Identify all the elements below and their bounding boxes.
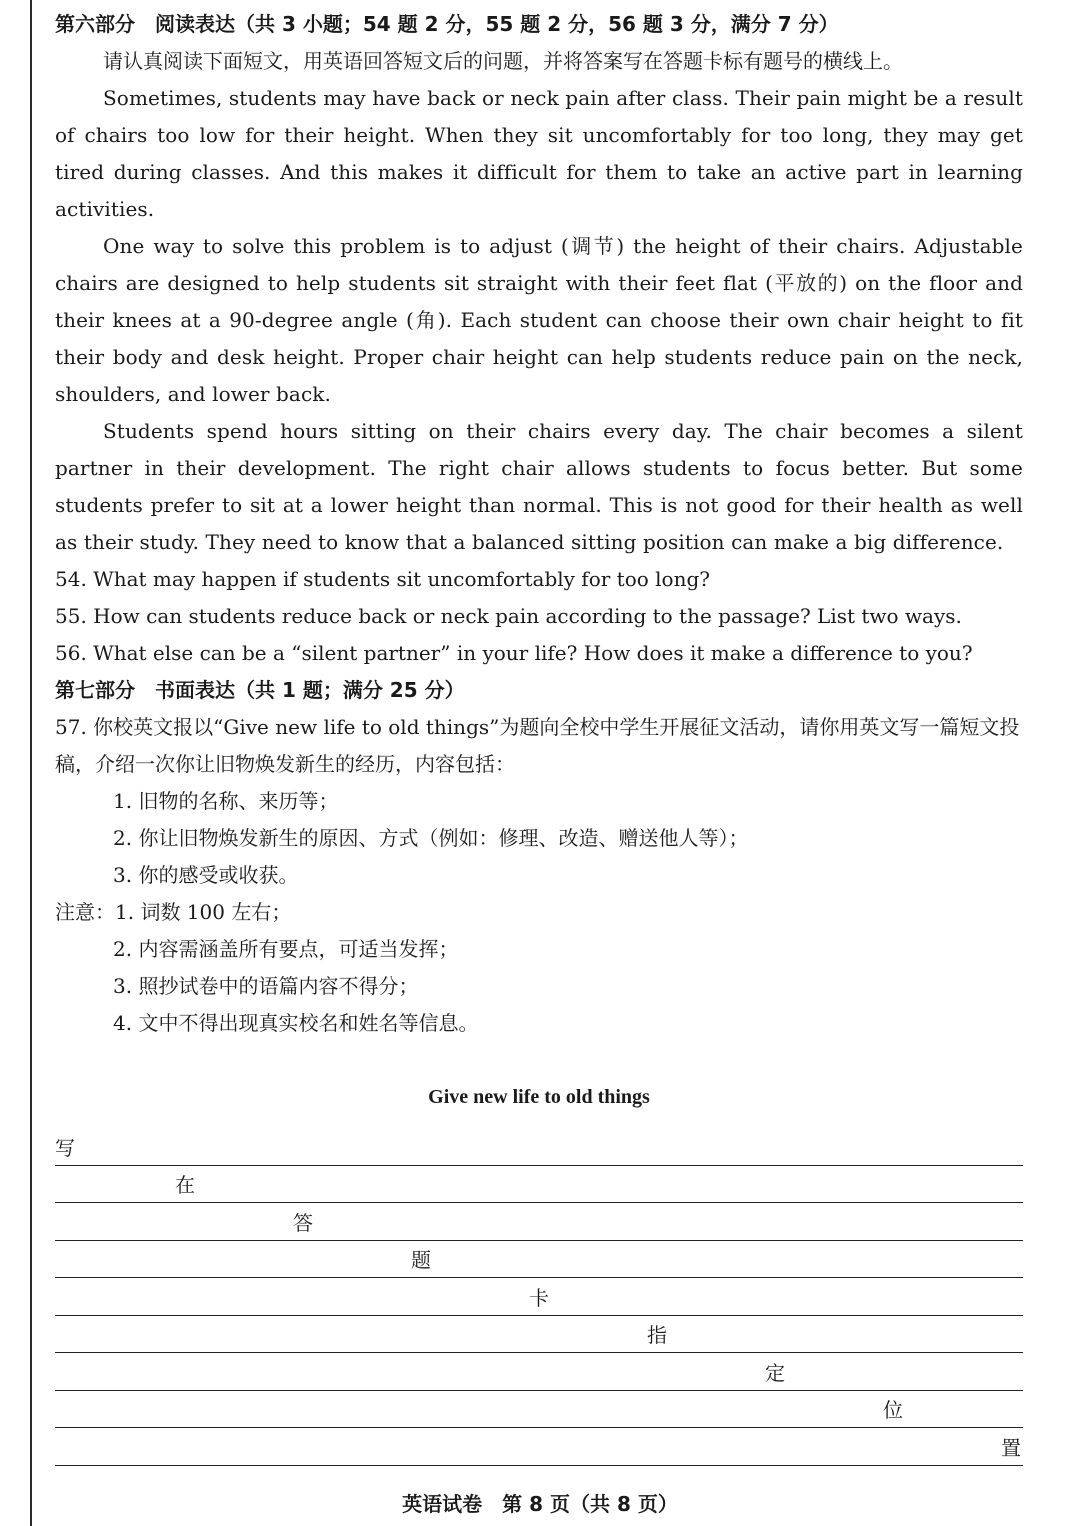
essay-title: Give new life to old things	[428, 1086, 650, 1108]
note-2: 2. 内容需涵盖所有要点，可适当发挥；	[113, 937, 459, 961]
note-1: 1. 词数 100 左右；	[115, 900, 292, 924]
passage-paragraph-1: Sometimes, students may have back or neck pain after class. Their pain might be a result of chairs too low for their height. When they sit uncomfortably for too long, they may get tired during classes. And this makes it difficult for them to take an active part in learning activities.	[55, 86, 1023, 221]
content-point-1: 1. 旧物的名称、来历等；	[113, 789, 339, 813]
answer-line	[55, 1353, 1023, 1391]
answer-area-char: 答	[293, 1210, 313, 1235]
answer-line	[55, 1241, 1023, 1279]
answer-line	[55, 1316, 1023, 1354]
answer-area-char: 定	[765, 1360, 785, 1385]
writing-prompt: 57. 你校英文报以“Give new life to old things”为题向全校中学生开展征文活动，请你用英文写一篇短文投稿，介绍一次你让旧物焕发新生的经历，内容包括：	[55, 715, 1020, 776]
answer-area-char: 题	[411, 1248, 431, 1272]
part6-instruction: 请认真阅读下面短文，用英语回答短文后的问题，并将答案写在答题卡标有题号的横线上。	[103, 49, 903, 73]
answer-area-char: 在	[175, 1173, 195, 1197]
answer-line	[55, 1391, 1023, 1429]
answer-area-char: 位	[883, 1398, 903, 1422]
question-54: 54. What may happen if students sit uncomfortably for too long?	[55, 567, 710, 591]
part7-header: 第七部分 书面表达（共 1 题；满分 25 分）	[55, 678, 465, 702]
answer-line	[55, 1128, 1023, 1166]
answer-line	[55, 1166, 1023, 1204]
answer-area-char: 写	[55, 1135, 75, 1160]
content-point-2: 2. 你让旧物焕发新生的原因、方式（例如：修理、改造、赠送他人等）；	[113, 826, 749, 850]
passage-paragraph-3: Students spend hours sitting on their chairs every day. The chair becomes a silent partner in their development. The right chair allows students to focus better. But some students prefer to sit at a lower height than normal. This is not good for their health as well as their study. They need to know that a balanced sitting position can make a big difference.	[55, 419, 1023, 554]
part6-header: 第六部分 阅读表达（共 3 小题；54 题 2 分，55 题 2 分，56 题 3 分，满分 7 分）	[55, 12, 839, 36]
page-footer: 英语试卷 第 8 页（共 8 页）	[402, 1492, 678, 1516]
answer-line	[55, 1203, 1023, 1241]
note-line-1	[55, 894, 1023, 931]
answer-line	[55, 1278, 1023, 1316]
question-56: 56. What else can be a “silent partner” in your life? How does it make a difference to you?	[55, 641, 973, 665]
answer-lines	[55, 1128, 1023, 1466]
exam-page	[55, 6, 1023, 1460]
answer-area-char: 置	[1001, 1435, 1021, 1460]
passage-paragraph-2: One way to solve this problem is to adjust (调节) the height of their chairs. Adjustable chairs are designed to help students sit straight with their feet flat (平放的) on the floor and their knees at a 90-degree angle (角). Each student can choose their own chair height to fit their body and desk height. Proper chair height can help students reduce pain on the neck, shoulders, and lower back.	[55, 234, 1023, 406]
answer-area-char: 指	[647, 1323, 667, 1347]
answer-line	[55, 1428, 1023, 1466]
question-55: 55. How can students reduce back or neck pain according to the passage? List two ways.	[55, 604, 962, 628]
note-label: 注意：	[55, 900, 115, 924]
left-margin-rule	[30, 0, 32, 1526]
content-point-3: 3. 你的感受或收获。	[113, 863, 299, 887]
note-3: 3. 照抄试卷中的语篇内容不得分；	[113, 974, 419, 998]
answer-area-char: 卡	[529, 1285, 549, 1310]
note-4: 4. 文中不得出现真实校名和姓名等信息。	[113, 1011, 479, 1035]
